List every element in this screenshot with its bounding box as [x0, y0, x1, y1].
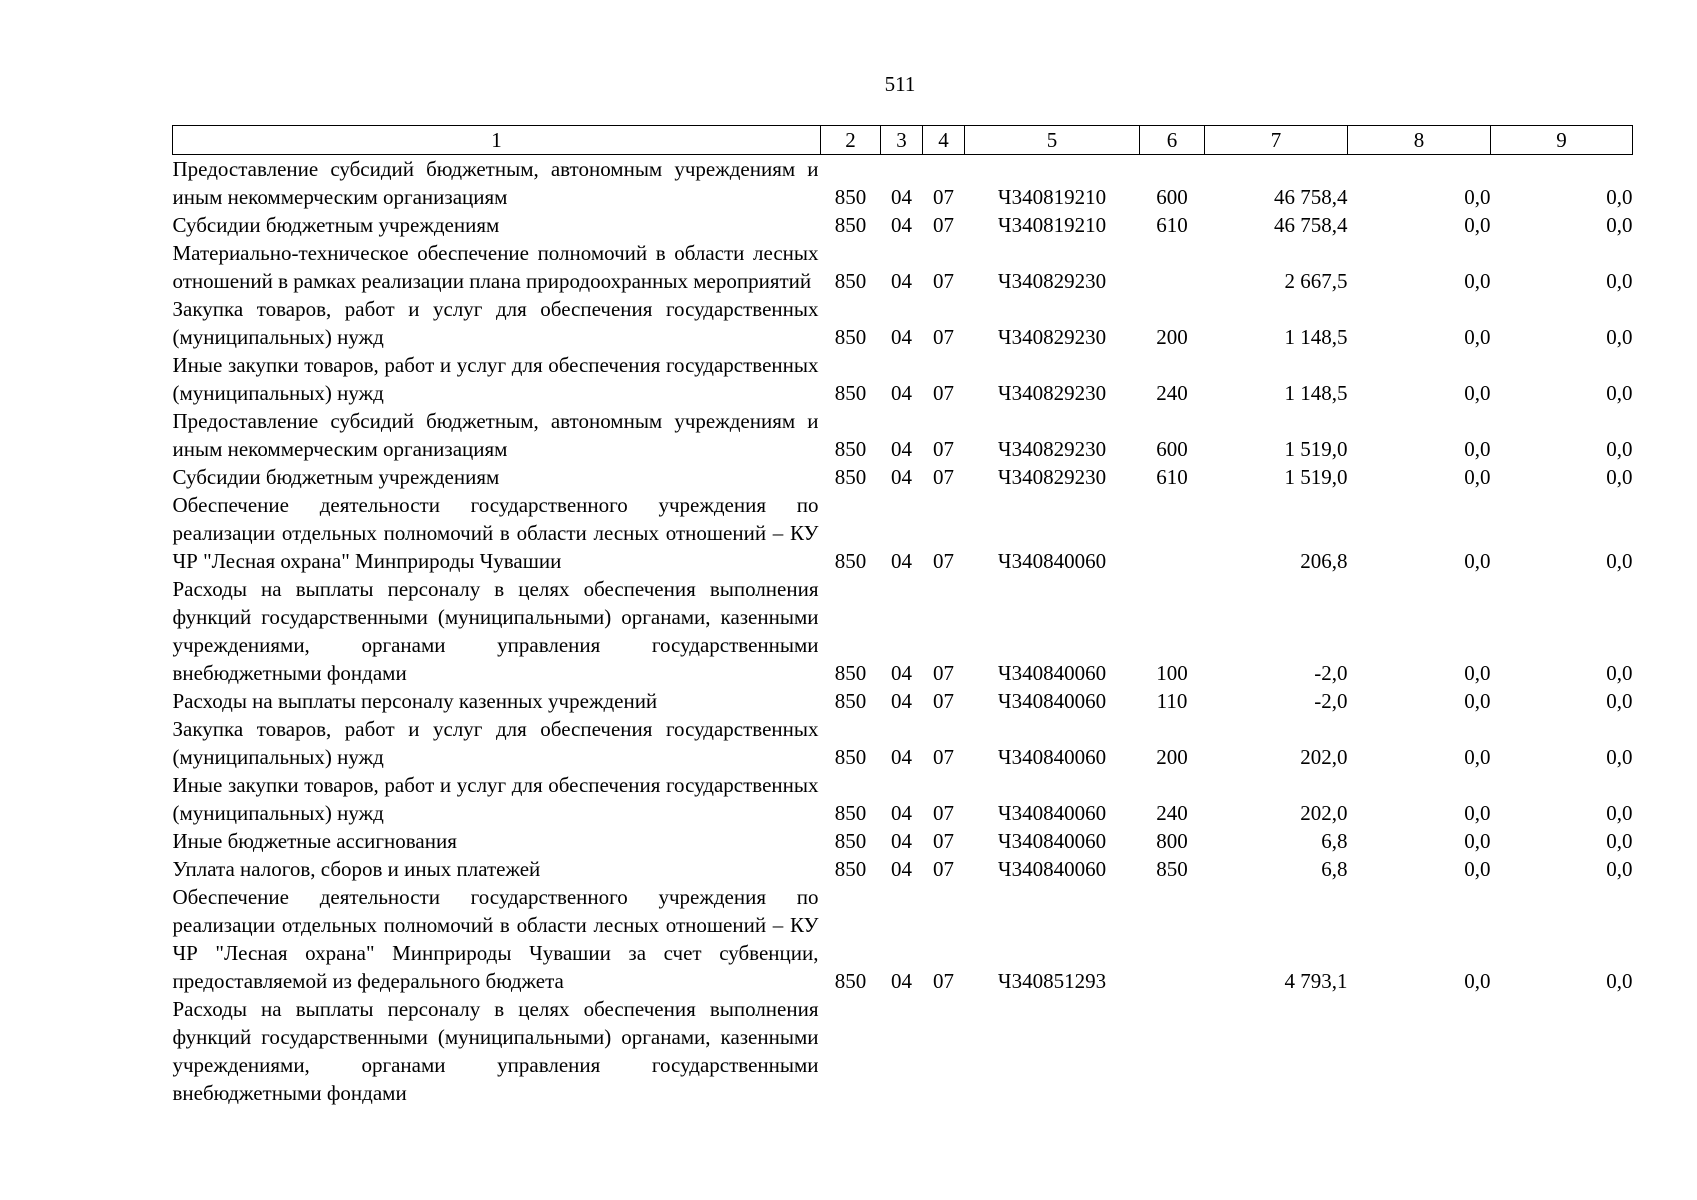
row-ved-code: 850 [834, 661, 867, 685]
row-target-code: Ч340829230 [997, 465, 1107, 489]
row-ved-code: 850 [834, 969, 867, 993]
row-amount-2: 0,0 [1464, 549, 1491, 573]
row-ved-code: 850 [834, 745, 867, 769]
row-expense-type: 850 [1156, 857, 1188, 881]
table-row [173, 407, 1633, 463]
row-name: Предоставление субсидий бюджетным, автономным учреждениям и иным некоммерческим организациям [172, 409, 819, 461]
row-target-code: Ч340840060 [997, 857, 1107, 881]
row-expense-type: 600 [1156, 437, 1188, 461]
row-name: Иные закупки товаров, работ и услуг для обеспечения государственных (муниципальных) нужд [172, 353, 819, 405]
row-amount-2: 0,0 [1464, 185, 1491, 209]
row-amount-3: 0,0 [1606, 549, 1633, 573]
row-target-code: Ч340840060 [997, 829, 1107, 853]
row-expense-type: 110 [1156, 689, 1188, 713]
column-header-2: 2 [821, 126, 881, 155]
row-section: 04 [891, 857, 912, 881]
column-header-3: 3 [881, 126, 923, 155]
column-header-1: 1 [173, 126, 821, 155]
row-amount-1: -2,0 [1314, 689, 1348, 713]
row-ved-code: 850 [834, 801, 867, 825]
row-amount-3: 0,0 [1606, 213, 1633, 237]
row-amount-1 [1205, 995, 1348, 1107]
row-amount-2: 0,0 [1464, 689, 1491, 713]
row-expense-type: 240 [1156, 381, 1188, 405]
row-target-code: Ч340829230 [997, 325, 1107, 349]
row-amount-1: 4 793,1 [1284, 969, 1348, 993]
row-section: 04 [891, 801, 912, 825]
row-amount-1: 46 758,4 [1274, 213, 1348, 237]
table-row [173, 855, 1633, 883]
row-section: 04 [891, 465, 912, 489]
row-amount-1: 46 758,4 [1274, 185, 1348, 209]
row-amount-2: 0,0 [1464, 857, 1491, 881]
row-ved-code: 850 [834, 213, 867, 237]
row-amount-3: 0,0 [1606, 269, 1633, 293]
row-amount-3: 0,0 [1606, 437, 1633, 461]
row-amount-2: 0,0 [1464, 801, 1491, 825]
row-name: Закупка товаров, работ и услуг для обеспечения государственных (муниципальных) нужд [172, 297, 819, 349]
header-row [173, 126, 1633, 155]
row-target-code [965, 995, 1140, 1107]
row-amount-1: 202,0 [1300, 745, 1348, 769]
row-amount-2: 0,0 [1464, 269, 1491, 293]
row-amount-2: 0,0 [1464, 829, 1491, 853]
row-subsection: 07 [933, 269, 954, 293]
row-section: 04 [891, 549, 912, 573]
row-name: Расходы на выплаты персоналу казенных учреждений [172, 689, 658, 713]
row-amount-3: 0,0 [1606, 381, 1633, 405]
row-target-code: Ч340829230 [997, 437, 1107, 461]
table-row [173, 575, 1633, 687]
row-target-code: Ч340851293 [997, 969, 1107, 993]
row-target-code: Ч340829230 [997, 381, 1107, 405]
row-section: 04 [891, 325, 912, 349]
row-subsection: 07 [933, 465, 954, 489]
row-amount-2: 0,0 [1464, 969, 1491, 993]
row-subsection [923, 995, 965, 1107]
table-row [173, 463, 1633, 491]
row-amount-3: 0,0 [1606, 325, 1633, 349]
row-section: 04 [891, 437, 912, 461]
table-row [173, 827, 1633, 855]
row-name: Иные бюджетные ассигнования [172, 829, 457, 853]
row-amount-3: 0,0 [1606, 801, 1633, 825]
row-expense-type: 800 [1156, 829, 1188, 853]
row-amount-3: 0,0 [1606, 829, 1633, 853]
row-amount-1: 1 148,5 [1284, 325, 1348, 349]
row-amount-2: 0,0 [1464, 213, 1491, 237]
row-ved-code: 850 [834, 437, 867, 461]
row-amount-3: 0,0 [1606, 465, 1633, 489]
budget-table [172, 125, 1633, 1107]
row-section: 04 [891, 661, 912, 685]
table-row [173, 491, 1633, 575]
row-amount-1: 1 519,0 [1284, 465, 1348, 489]
row-subsection: 07 [933, 213, 954, 237]
row-ved-code: 850 [834, 689, 867, 713]
row-subsection: 07 [933, 661, 954, 685]
row-target-code: Ч340840060 [997, 689, 1107, 713]
row-amount-1: 1 148,5 [1284, 381, 1348, 405]
row-name: Уплата налогов, сборов и иных платежей [172, 857, 541, 881]
row-amount-2: 0,0 [1464, 745, 1491, 769]
row-expense-type: 200 [1156, 745, 1188, 769]
row-name: Материально-техническое обеспечение полномочий в области лесных отношений в рамках реализации плана природоохранных мероприятий [172, 241, 819, 293]
row-section: 04 [891, 185, 912, 209]
row-ved-code: 850 [834, 857, 867, 881]
row-subsection: 07 [933, 969, 954, 993]
column-header-7: 7 [1205, 126, 1348, 155]
row-amount-3: 0,0 [1606, 745, 1633, 769]
row-amount-2: 0,0 [1464, 381, 1491, 405]
table-row [173, 295, 1633, 351]
row-section: 04 [891, 829, 912, 853]
row-amount-1: 206,8 [1300, 549, 1348, 573]
row-target-code: Ч340819210 [997, 213, 1107, 237]
row-amount-3: 0,0 [1606, 857, 1633, 881]
row-amount-2: 0,0 [1464, 661, 1491, 685]
row-section: 04 [891, 689, 912, 713]
row-expense-type [1140, 995, 1205, 1107]
row-subsection: 07 [933, 185, 954, 209]
row-ved-code: 850 [834, 381, 867, 405]
table-row [173, 715, 1633, 771]
table-row [173, 771, 1633, 827]
row-ved-code: 850 [834, 185, 867, 209]
row-name: Предоставление субсидий бюджетным, автономным учреждениям и иным некоммерческим организациям [172, 157, 819, 209]
row-subsection: 07 [933, 829, 954, 853]
row-expense-type [1140, 491, 1205, 575]
row-target-code: Ч340840060 [997, 661, 1107, 685]
row-section [881, 995, 923, 1107]
row-name: Обеспечение деятельности государственного учреждения по реализации отдельных полномочий в области лесных отношений – КУ ЧР "Лесная охрана" Минприроды Чувашии за счет субвенции, предоставляемой из федерального бюджета [172, 885, 819, 993]
row-subsection: 07 [933, 745, 954, 769]
row-expense-type [1140, 239, 1205, 295]
row-ved-code [821, 995, 881, 1107]
row-amount-2: 0,0 [1464, 465, 1491, 489]
row-amount-3: 0,0 [1606, 185, 1633, 209]
table-row [173, 239, 1633, 295]
row-expense-type: 610 [1156, 213, 1188, 237]
row-amount-3 [1491, 995, 1633, 1107]
row-name: Субсидии бюджетным учреждениям [172, 213, 500, 237]
row-subsection: 07 [933, 437, 954, 461]
row-name: Субсидии бюджетным учреждениям [172, 465, 500, 489]
table-row [173, 155, 1633, 212]
row-expense-type: 600 [1156, 185, 1188, 209]
row-ved-code: 850 [834, 829, 867, 853]
column-header-8: 8 [1348, 126, 1491, 155]
row-name: Обеспечение деятельности государственного учреждения по реализации отдельных полномочий в области лесных отношений – КУ ЧР "Лесная охрана" Минприроды Чувашии [172, 493, 819, 573]
row-target-code: Ч340840060 [997, 801, 1107, 825]
row-subsection: 07 [933, 689, 954, 713]
row-amount-1: 6,8 [1321, 829, 1348, 853]
row-subsection: 07 [933, 325, 954, 349]
row-ved-code: 850 [834, 549, 867, 573]
row-amount-3: 0,0 [1606, 969, 1633, 993]
table-row [173, 687, 1633, 715]
row-target-code: Ч340840060 [997, 549, 1107, 573]
row-subsection: 07 [933, 801, 954, 825]
page-number: 511 [884, 72, 916, 96]
row-amount-2 [1348, 995, 1491, 1107]
row-expense-type [1140, 883, 1205, 995]
row-amount-1: 1 519,0 [1284, 437, 1348, 461]
table-row [173, 995, 1633, 1107]
row-target-code: Ч340819210 [997, 185, 1107, 209]
table-row [173, 211, 1633, 239]
column-header-4: 4 [923, 126, 965, 155]
row-expense-type: 100 [1156, 661, 1188, 685]
row-target-code: Ч340840060 [997, 745, 1107, 769]
row-section: 04 [891, 969, 912, 993]
row-amount-2: 0,0 [1464, 437, 1491, 461]
column-header-5: 5 [965, 126, 1140, 155]
row-expense-type: 610 [1156, 465, 1188, 489]
row-amount-1: 6,8 [1321, 857, 1348, 881]
table-row [173, 351, 1633, 407]
row-target-code: Ч340829230 [997, 269, 1107, 293]
row-subsection: 07 [933, 857, 954, 881]
row-section: 04 [891, 213, 912, 237]
table-row [173, 883, 1633, 995]
row-name: Расходы на выплаты персоналу в целях обеспечения выполнения функций государственными (муниципальными) органами, казенными учреждениями, органами управления государственными внебюджетными фондами [172, 997, 819, 1105]
row-name: Расходы на выплаты персоналу в целях обеспечения выполнения функций государственными (муниципальными) органами, казенными учреждениями, органами управления государственными внебюджетными фондами [172, 577, 819, 685]
row-amount-3: 0,0 [1606, 661, 1633, 685]
row-name: Иные закупки товаров, работ и услуг для обеспечения государственных (муниципальных) нужд [172, 773, 819, 825]
row-amount-3: 0,0 [1606, 689, 1633, 713]
row-amount-1: 202,0 [1300, 801, 1348, 825]
row-expense-type: 240 [1156, 801, 1188, 825]
row-amount-1: 2 667,5 [1284, 269, 1348, 293]
row-name: Закупка товаров, работ и услуг для обеспечения государственных (муниципальных) нужд [172, 717, 819, 769]
row-ved-code: 850 [834, 325, 867, 349]
row-amount-1: -2,0 [1314, 661, 1348, 685]
row-ved-code: 850 [834, 465, 867, 489]
column-header-9: 9 [1491, 126, 1633, 155]
row-ved-code: 850 [834, 269, 867, 293]
row-section: 04 [891, 381, 912, 405]
row-expense-type: 200 [1156, 325, 1188, 349]
row-section: 04 [891, 269, 912, 293]
row-subsection: 07 [933, 381, 954, 405]
row-amount-2: 0,0 [1464, 325, 1491, 349]
row-subsection: 07 [933, 549, 954, 573]
column-header-6: 6 [1140, 126, 1205, 155]
row-section: 04 [891, 745, 912, 769]
